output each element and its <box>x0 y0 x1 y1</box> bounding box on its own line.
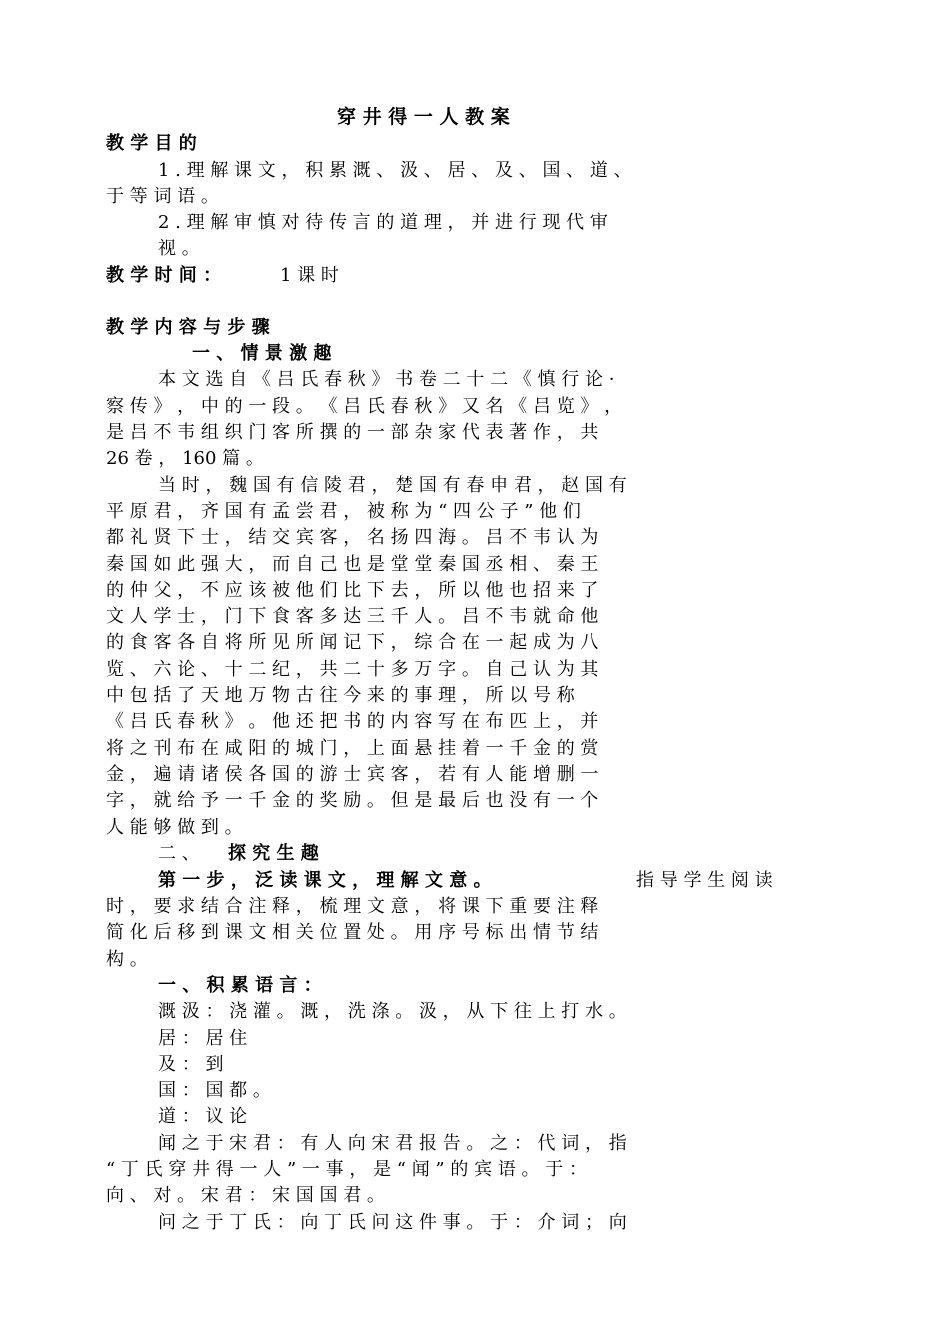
section-heading-content: 教 学 内 容 与 步 骤 <box>106 317 270 338</box>
paragraph-line: 的 食 客 各 自 将 所 见 所 闻 记 下 ， 综 合 在 一 起 成 为 八 <box>106 632 599 653</box>
subheading-scene: 一 、 情 景 激 趣 <box>192 343 332 364</box>
objective-line-2-cont: 视 。 <box>158 238 200 259</box>
subheading-explore: 探 究 生 趣 <box>228 843 319 864</box>
objective-line-1-cont: 于 等 词 语 。 <box>106 186 219 207</box>
document-title: 穿 井 得 一 人 教 案 <box>337 106 510 128</box>
paragraph-line: 26 卷 ， 160 篇 。 <box>106 448 264 469</box>
paragraph-line: 金 ， 遍 请 诸 侯 各 国 的 游 士 宾 客 ， 若 有 人 能 增 删 一 <box>106 764 599 785</box>
vocab-item: 及 ： 到 <box>158 1054 224 1075</box>
paragraph-line: 构 。 <box>106 949 148 970</box>
vocab-item-cont: 向 、 对 。 宋 君 ： 宋 国 国 君 。 <box>106 1185 385 1206</box>
vocab-item: 问 之 于 丁 氏 ： 向 丁 氏 问 这 件 事 。 于 ： 介 词 ； 向 <box>158 1212 627 1233</box>
paragraph-line: 是 吕 不 韦 组 织 门 客 所 撰 的 一 部 杂 家 代 表 著 作 ， 共 <box>106 422 599 443</box>
subheading-vocabulary: 一 、 积 累 语 言 ： <box>158 975 322 996</box>
vocab-item: 国 ： 国 都 。 <box>158 1080 271 1101</box>
paragraph-line: 指 导 学 生 阅 读 <box>636 870 773 891</box>
objective-line-2: 2 . 理 解 审 慎 对 待 传 言 的 道 理 ， 并 进 行 现 代 审 <box>158 212 608 233</box>
section-heading-time: 教 学 时 间 ： <box>106 265 222 286</box>
paragraph-line: 览 、 六 论 、 十 二 纪 ， 共 二 十 多 万 字 。 自 己 认 为 其 <box>106 659 599 680</box>
paragraph-line: 文 人 学 士 ， 门 下 食 客 多 达 三 千 人 。 吕 不 韦 就 命 他 <box>106 606 599 627</box>
paragraph-line: 字 ， 就 给 予 一 千 金 的 奖 励 。 但 是 最 后 也 没 有 一 个 <box>106 790 599 811</box>
paragraph-line: 察 传 》 ， 中 的 一 段 。 《 吕 氏 春 秋 》 又 名 《 吕 览 》 ， <box>106 396 623 417</box>
paragraph-line: 人 能 够 做 到 。 <box>106 817 243 838</box>
paragraph-line: 简 化 后 移 到 课 文 相 关 位 置 处 。 用 序 号 标 出 情 节 结 <box>106 922 599 943</box>
section-heading-objectives: 教 学 目 的 <box>106 133 197 154</box>
paragraph-line: 的 仲 父 ， 不 应 该 被 他 们 比 下 去 ， 所 以 他 也 招 来 了 <box>106 580 599 601</box>
step-heading: 第 一 步 ， 泛 读 课 文 ， 理 解 文 意 。 <box>158 870 492 891</box>
paragraph-line: 本 文 选 自 《 吕 氏 春 秋 》 书 卷 二 十 二 《 慎 行 论 · <box>158 369 615 390</box>
subheading-number: 二 、 <box>158 843 200 864</box>
time-value: 1 课 时 <box>280 265 339 286</box>
vocab-item: 居 ： 居 住 <box>158 1028 248 1049</box>
paragraph-line: 时 ， 要 求 结 合 注 释 ， 梳 理 文 意 ， 将 课 下 重 要 注 释 <box>106 896 599 917</box>
paragraph-line: 都 礼 贤 下 士 ， 结 交 宾 客 ， 名 扬 四 海 。 吕 不 韦 认 为 <box>106 527 599 548</box>
vocab-item: 道 ： 议 论 <box>158 1106 248 1127</box>
paragraph-line: 中 包 括 了 天 地 万 物 古 往 今 来 的 事 理 ， 所 以 号 称 <box>106 685 575 706</box>
paragraph-line: 将 之 刊 布 在 咸 阳 的 城 门 ， 上 面 悬 挂 着 一 千 金 的 赏 <box>106 738 599 759</box>
paragraph-line: 当 时 ， 魏 国 有 信 陵 君 ， 楚 国 有 春 申 君 ， 赵 国 有 <box>158 475 627 496</box>
paragraph-line: 《 吕 氏 春 秋 》 。 他 还 把 书 的 内 容 写 在 布 匹 上 ， 并 <box>106 711 599 732</box>
objective-line-1: 1 . 理 解 课 文 ， 积 累 溉 、 汲 、 居 、 及 、 国 、 道 、 <box>158 160 632 181</box>
paragraph-line: 秦 国 如 此 强 大 ， 而 自 己 也 是 堂 堂 秦 国 丞 相 、 秦 王 <box>106 554 599 575</box>
vocab-item: 溉 汲 ： 浇 灌 。 溉 ， 洗 涤 。 汲 ， 从 下 往 上 打 水 。 <box>158 1001 627 1022</box>
vocab-item: 闻 之 于 宋 君 ： 有 人 向 宋 君 报 告 。 之 ： 代 词 ， 指 <box>158 1133 627 1154</box>
paragraph-line: 平 原 君 ， 齐 国 有 孟 尝 君 ， 被 称 为 “ 四 公 子 ” 他 们 <box>106 501 581 522</box>
vocab-item-cont: “ 丁 氏 穿 井 得 一 人 ” 一 事 ， 是 “ 闻 ” 的 宾 语 。 于 ： <box>106 1159 587 1180</box>
